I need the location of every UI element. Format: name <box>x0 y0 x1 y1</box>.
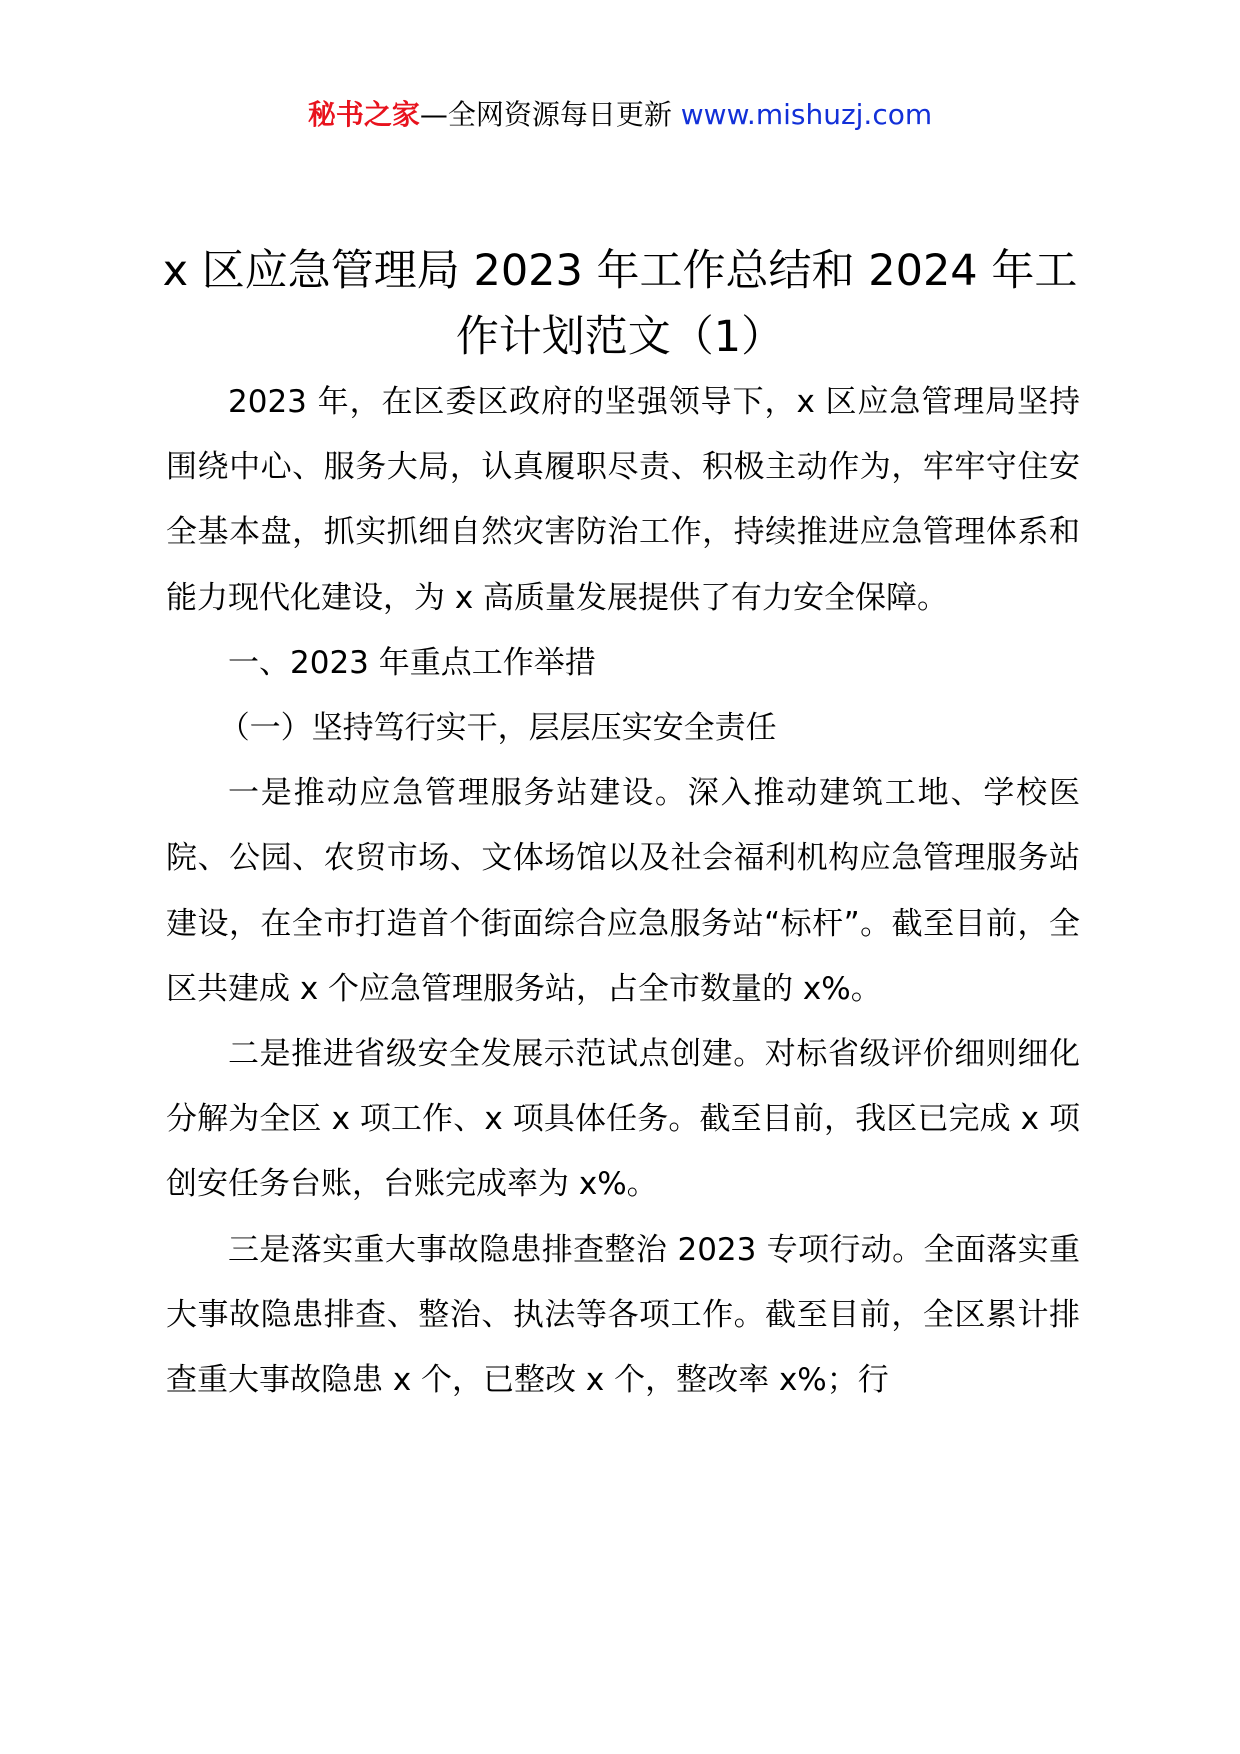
header-tagline: —全网资源每日更新 <box>419 98 681 131</box>
subsection-heading: （一）坚持笃行实干，层层压实安全责任 <box>218 710 777 747</box>
body-paragraph: 二是推进省级安全发展示范试点创建。对标省级评价细则细化分解为全区 x 项工作、x 项具体任务。截至目前，我区已完成 x 项创安任务台账，台账完成率为 x%。 <box>166 1036 1080 1203</box>
site-header <box>0 98 1240 132</box>
intro-paragraph: 2023 年，在区委区政府的坚强领导下，x 区应急管理局坚持围绕中心、服务大局，认真履职尽责、积极主动作为，牢牢守住安全基本盘，抓实抓细自然灾害防治工作，持续推进应急管理体系和能力现代化建设，为 x 高质量发展提供了有力安全保障。 <box>166 384 1080 616</box>
document-body <box>166 370 1080 1413</box>
section-heading: 一、2023 年重点工作举措 <box>228 644 596 681</box>
document-title: x 区应急管理局 2023 年工作总结和 2024 年工作计划范文（1） <box>162 246 1078 362</box>
body-paragraph: 三是落实重大事故隐患排查整治 2023 专项行动。全面落实重大事故隐患排查、整治、执法等各项工作。截至目前，全区累计排查重大事故隐患 x 个，已整改 x 个，整改率 x%；行 <box>166 1231 1080 1399</box>
body-paragraph: 一是推动应急管理服务站建设。深入推动建筑工地、学校医院、公园、农贸市场、文体场馆以及社会福利机构应急管理服务站建设，在全市打造首个街面综合应急服务站“标杆”。截至目前，全区共建成 x 个应急管理服务站，占全市数量的 x%。 <box>166 775 1080 1007</box>
brand-name: 秘书之家 <box>307 98 420 131</box>
site-url-link[interactable]: www.mishuzj.com <box>680 98 933 131</box>
